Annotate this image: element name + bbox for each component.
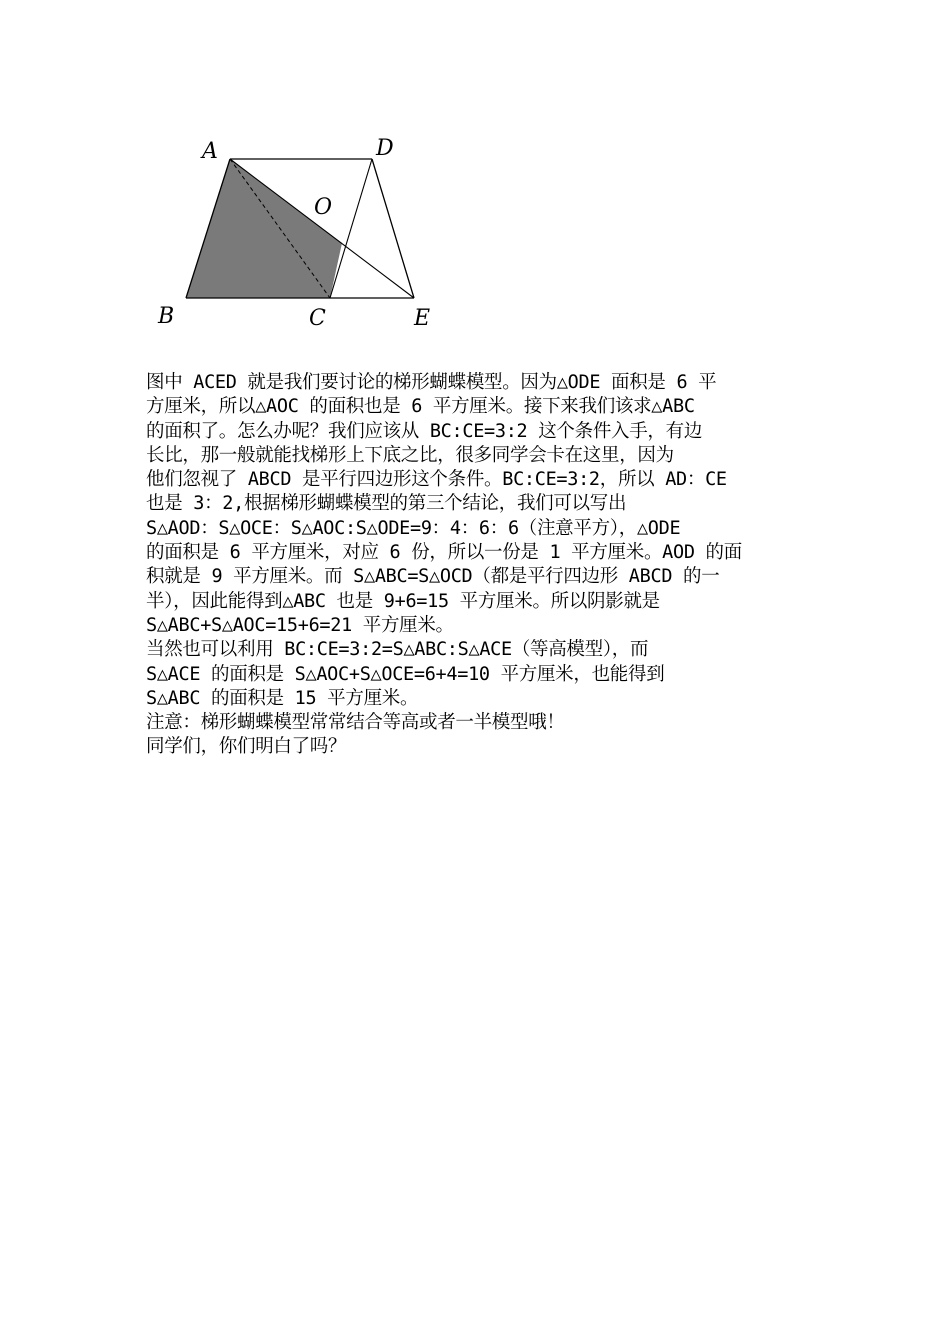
explanation-text [146,371,816,760]
text-line: 注意：梯形蝴蝶模型常常结合等高或者一半模型哦！ [146,712,565,734]
label-B: B [158,304,175,329]
trapezoid-butterfly-diagram [140,125,450,340]
text-line: 他们忽视了 ABCD 是平行四边形这个条件。BC:CE=3:2，所以 AD：CE [146,469,727,491]
text-line: S△ABC 的面积是 15 平方厘米。 [146,687,419,709]
label-C: C [309,306,326,331]
label-D: D [376,136,394,161]
segment-DE [372,159,414,298]
text-line: 方厘米，所以△AOC 的面积也是 6 平方厘米。接下来我们该求△ABC [146,396,695,418]
shaded-region [186,159,342,298]
text-line: 的面积是 6 平方厘米，对应 6 份，所以一份是 1 平方厘米。AOD 的面 [146,542,742,564]
text-line: 的面积了。怎么办呢？我们应该从 BC:CE=3:2 这个条件入手，有边 [146,420,703,442]
text-line: 当然也可以利用 BC:CE=3:2=S△ABC:S△ACE（等高模型），而 [146,639,649,661]
text-line: 图中 ACED 就是我们要讨论的梯形蝴蝶模型。因为△ODE 面积是 6 平 [146,372,717,393]
text-line: 也是 3：2,根据梯形蝴蝶模型的第三个结论，我们可以写出 [146,493,627,515]
text-line: S△ACE 的面积是 S△AOC+S△OCE=6+4=10 平方厘米，也能得到 [146,663,665,685]
text-line: S△ABC+S△AOC=15+6=21 平方厘米。 [146,614,454,636]
label-A: A [202,139,218,164]
text-line: 积就是 9 平方厘米。而 S△ABC=S△OCD（都是平行四边形 ABCD 的一 [146,566,720,588]
text-line: 同学们，你们明白了吗？ [146,736,347,758]
label-O: O [314,195,333,220]
segment-DC [330,159,372,298]
text-line: 半），因此能得到△ABC 也是 9+6=15 平方厘米。所以阴影就是 [146,590,660,612]
text-line: S△AOD：S△OCE：S△AOC:S△ODE=9：4：6：6（注意平方），△ODE [146,517,681,539]
label-E: E [414,306,431,331]
text-line: 长比，那一般就能找梯形上下底之比，很多同学会卡在这里，因为 [146,444,674,466]
